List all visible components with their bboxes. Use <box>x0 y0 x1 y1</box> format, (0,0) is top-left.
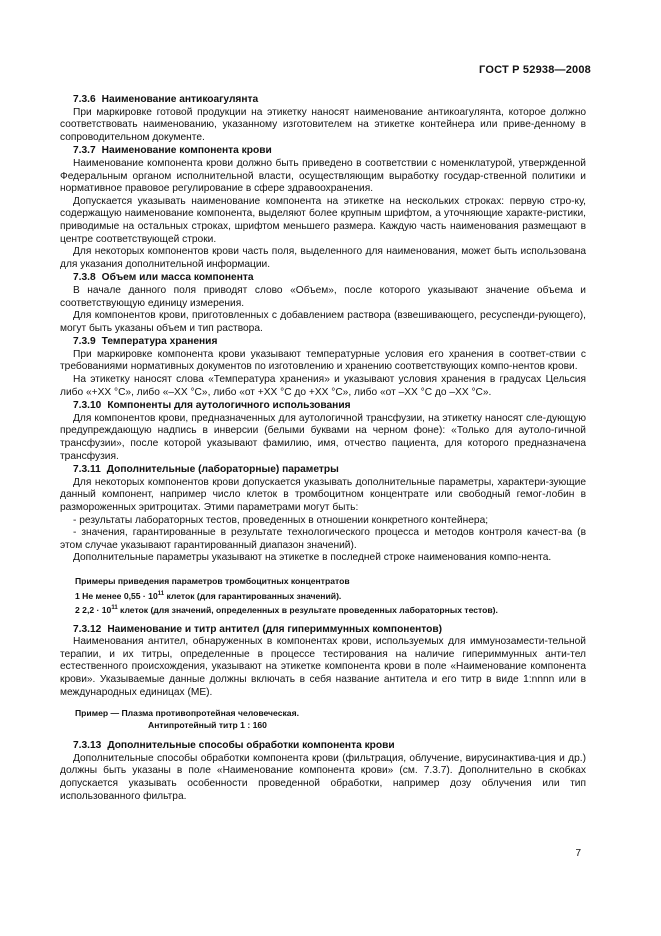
section-heading-7-3-11: 7.3.11 Дополнительные (лабораторные) параметры <box>73 464 339 476</box>
sample-line-2: Антипротейный титр 1 : 160 <box>148 720 267 731</box>
sample-line-1: Пример — Плазма противопротейная человеческая. <box>75 708 299 719</box>
page-number: 7 <box>575 848 581 859</box>
paragraph: Дополнительные способы обработки компонента крови (фильтрация, облучение, вирусинактива-ция и др.) должны быть указаны в поле «Наименование компонента крови» (см. 7.3.7). Дополнительно в скобках допускается указывать особенности проведенной обработки, например дозу облучения или тип использованного фильтра. <box>60 752 586 802</box>
example-item-1: 1 Не менее $0,55 \cdot 10^{11}$ клеток (для гарантированных значений). <box>75 590 342 601</box>
paragraph: Для некоторых компонентов крови часть поля, выделенного для наименования, может быть использована для указания дополнительной информации. <box>60 246 586 270</box>
paragraph: Для компонентов крови, приготовленных с добавлением раствора (взвешивающего, ресуспенди-рующего), могут быть указаны объем и тип раствора. <box>60 310 586 334</box>
sample-block <box>60 707 586 731</box>
paragraph: При маркировке компонента крови указывают температурные условия его хранения в соответ-ствии с требованиями нормативных документов по изготовлению и хранению соответствующих компо-нентов крови. <box>60 348 586 373</box>
paragraph: При маркировке готовой продукции на этикетку наносят наименование антикоагулянта, которое должно соответствовать наименованию, указанному изготовителем на этикетке контейнера или приве-денному в сопроводительном документе. <box>60 106 586 143</box>
document-body <box>60 93 586 803</box>
paragraph: Наименования антител, обнаруженных в компонентах крови, используемых для иммунозамести-тельной терапии, и их титры, определенные в процессе тестирования на наличие гипериммунных анти-тел естественного происхождения, указывают на этикетке компонента крови в поле «Наименование компонента крови». Указываемые данные должны включать в себя название антитела и его титр в виде 1:nnnn или в международных единицах (МЕ). <box>60 636 586 698</box>
examples-title: Примеры приведения параметров тромбоцитных концентратов <box>75 575 350 586</box>
examples-block <box>60 575 586 616</box>
paragraph: Допускается указывать наименование компонента на этикетке на нескольких строках: первую стро-ку, содержащую наименование компонента, выделяют более крупным шрифтом, а уточняющие характе-ристики, приводимые на остальных строках, шрифтом меньшего размера. Каждую часть наименования размещают в центре соответствующей строки. <box>60 195 586 245</box>
section-heading-7-3-13: 7.3.13 Дополнительные способы обработки компонента крови <box>73 740 395 752</box>
section-heading-7-3-12: 7.3.12 Наименование и титр антител (для гипериммунных компонентов) <box>73 623 443 635</box>
paragraph: Наименование компонента крови должно быть приведено в соответствии с номенклатурой, утвержденной Федеральным органом исполнительной власти, осуществляющим выработку государ-ственной политики и нормативное правовое регулирование в сфере здравоохранения. <box>60 157 586 195</box>
section-heading-7-3-7: 7.3.7 Наименование компонента крови <box>73 145 272 157</box>
example-item-2: 2 $2,2 \cdot 10^{11}$ клеток (для значений, определенных в результате проведенных лабораторных тестов). <box>75 604 498 615</box>
list-item: - значения, гарантированные в результате технологического процесса и методов контроля качест-ва (в этом случае указывают гарантированный диапазон значений). <box>60 527 586 551</box>
section-heading-7-3-8: 7.3.8 Объем или масса компонента <box>73 272 254 284</box>
paragraph: Для компонентов крови, предназначенных для аутологичной трансфузии, на этикетку наносят сле-дующую предупреждающую надпись в инверсии (белыми буквами на черном фоне): «Только для аутоло-гичной трансфузии», после которой указывают фамилию, имя, отчество пациента, для которого предназначена трансфузия. <box>60 412 586 462</box>
document-header: ГОСТ Р 52938—2008 <box>479 64 591 76</box>
section-heading-7-3-10: 7.3.10 Компоненты для аутологичного использования <box>73 400 351 412</box>
paragraph: В начале данного поля приводят слово «Объем», после которого указывают значение объема и соответствующую единицу измерения. <box>60 284 586 309</box>
paragraph: Дополнительные параметры указывают на этикетке в последней строке наименования компо-нента. <box>73 552 552 564</box>
section-heading-7-3-9: 7.3.9 Температура хранения <box>73 336 218 348</box>
paragraph: На этикетку наносят слова «Температура хранения» и указывают условия хранения в градусах Цельсия либо «+XX °C», либо «–XX °C», либо «от +XX °C до +XX °C», либо «от –XX °C до –XX °C». <box>60 374 586 398</box>
paragraph: Для некоторых компонентов крови допускается указывать дополнительные параметры, характери-зующие данный компонент, например число клеток в тромбоцитном концентрате или свободный гемог-лобин в размороженных эритроцитах. Этими параметрами могут быть: <box>60 476 586 513</box>
section-heading-7-3-6: 7.3.6 Наименование антикоагулянта <box>73 94 259 105</box>
list-item: - результаты лабораторных тестов, проведенных в отношении конкретного контейнера; <box>73 514 489 526</box>
